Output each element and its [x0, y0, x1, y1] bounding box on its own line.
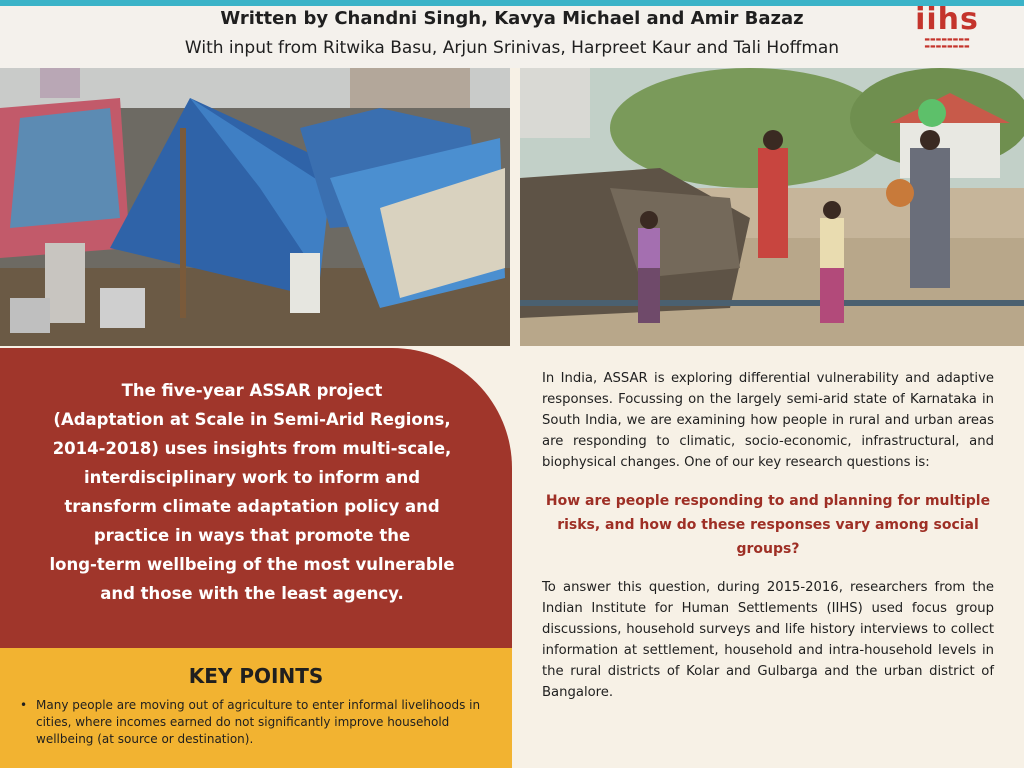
logo-mark: iihs: [915, 2, 979, 37]
intro-line: 2014-2018) uses insights from multi-scale,: [52, 439, 452, 458]
intro-line: and those with the least agency.: [100, 584, 404, 603]
intro-line: The five-year ASSAR project: [121, 381, 383, 400]
intro-line: interdisciplinary work to inform and: [83, 468, 421, 487]
photo-tent-settlement: [0, 68, 510, 346]
intro-text: [22, 376, 482, 608]
intro-line: transform climate adaptation policy and: [64, 497, 440, 516]
logo-subtext: ▬▬▬▬▬▬▬▬ ▬▬▬▬▬▬▬▬: [924, 36, 970, 50]
iihs-logo: [912, 4, 982, 62]
intro-line: (Adaptation at Scale in Semi-Arid Regions,: [53, 410, 451, 429]
photo-village-road: [520, 68, 1024, 346]
authors-line: Written by Chandni Singh, Kavya Michael and Amir Bazaz: [220, 8, 804, 29]
body-paragraph-2: To answer this question, during 2015-2016, researchers from the Indian Institute for Human Settlements (IIHS) used focus group discussions, household surveys and life history interviews to collect information at settlement, household and intra-household levels in the rural districts of Kolar and Gulbarga and the urban district of Bangalore.: [542, 580, 994, 700]
research-question: How are people responding to and planning for multiple risks, and how do these responses vary among social groups?: [545, 493, 991, 557]
body-column: [542, 368, 994, 703]
contributors-line: With input from Ritwika Basu, Arjun Srinivas, Harpreet Kaur and Tali Hoffman: [184, 38, 840, 58]
key-point-item: • Many people are moving out of agriculture to enter informal livelihoods in cities, where incomes earned do not significantly improve household wellbeing (at source or destination).: [18, 697, 498, 748]
key-points-title: KEY POINTS: [188, 664, 324, 688]
key-points-list: [18, 697, 498, 750]
body-paragraph-1: In India, ASSAR is exploring differential vulnerability and adaptive responses. Focussing on the largely semi-arid state of Karnataka in South India, we are examining how people in rural and urban areas are responding to climatic, socio-economic, infrastructural, and biophysical changes. One of our key research questions is:: [542, 371, 994, 470]
intro-line: long-term wellbeing of the most vulnerable: [49, 555, 455, 574]
intro-line: practice in ways that promote the: [93, 526, 411, 545]
